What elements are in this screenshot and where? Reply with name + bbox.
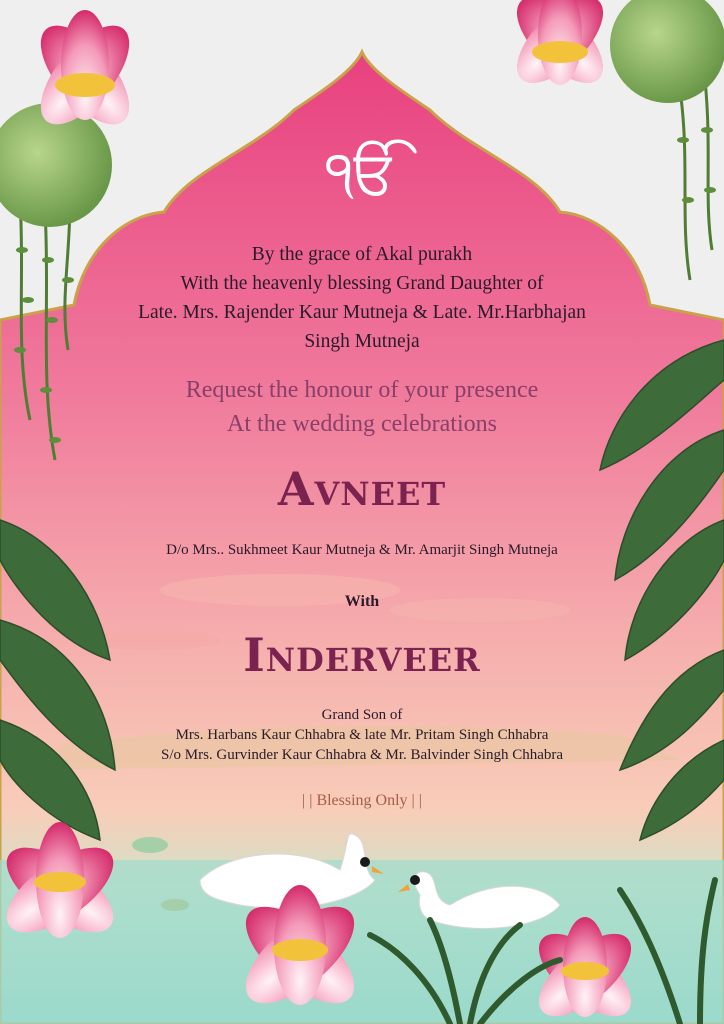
request-line: Request the honour of your presence — [185, 377, 539, 403]
blessing-line: Singh Mutneja — [304, 331, 420, 352]
blessing-line: By the grace of Akal purakh — [251, 244, 473, 265]
lily-pad — [132, 837, 168, 853]
blessing-text — [0, 240, 724, 356]
bride-name: Avneet — [277, 462, 447, 516]
request-line: At the wedding celebrations — [227, 411, 497, 437]
groom-family-line: Grand Son of — [321, 707, 403, 723]
blessing-only-text: | | Blessing Only | | — [302, 792, 422, 809]
request-text — [0, 373, 724, 441]
bride-parents: D/o Mrs.. Sukhmeet Kaur Mutneja & Mr. Amarjit Singh Mutneja — [166, 542, 558, 558]
lily-pad — [161, 899, 189, 911]
with-text: With — [344, 593, 380, 610]
ik-onkar-icon: ੴ — [325, 140, 399, 206]
groom-family — [0, 705, 724, 765]
blessing-line: Late. Mrs. Rajender Kaur Mutneja & Late. Mr.Harbhajan — [138, 302, 586, 323]
groom-family-line: S/o Mrs. Gurvinder Kaur Chhabra & Mr. Balvinder Singh Chhabra — [160, 747, 564, 763]
blessing-line: With the heavenly blessing Grand Daughter of — [180, 273, 544, 294]
groom-name: Inderveer — [243, 628, 481, 682]
groom-family-line: Mrs. Harbans Kaur Chhabra & late Mr. Pritam Singh Chhabra — [175, 727, 549, 743]
